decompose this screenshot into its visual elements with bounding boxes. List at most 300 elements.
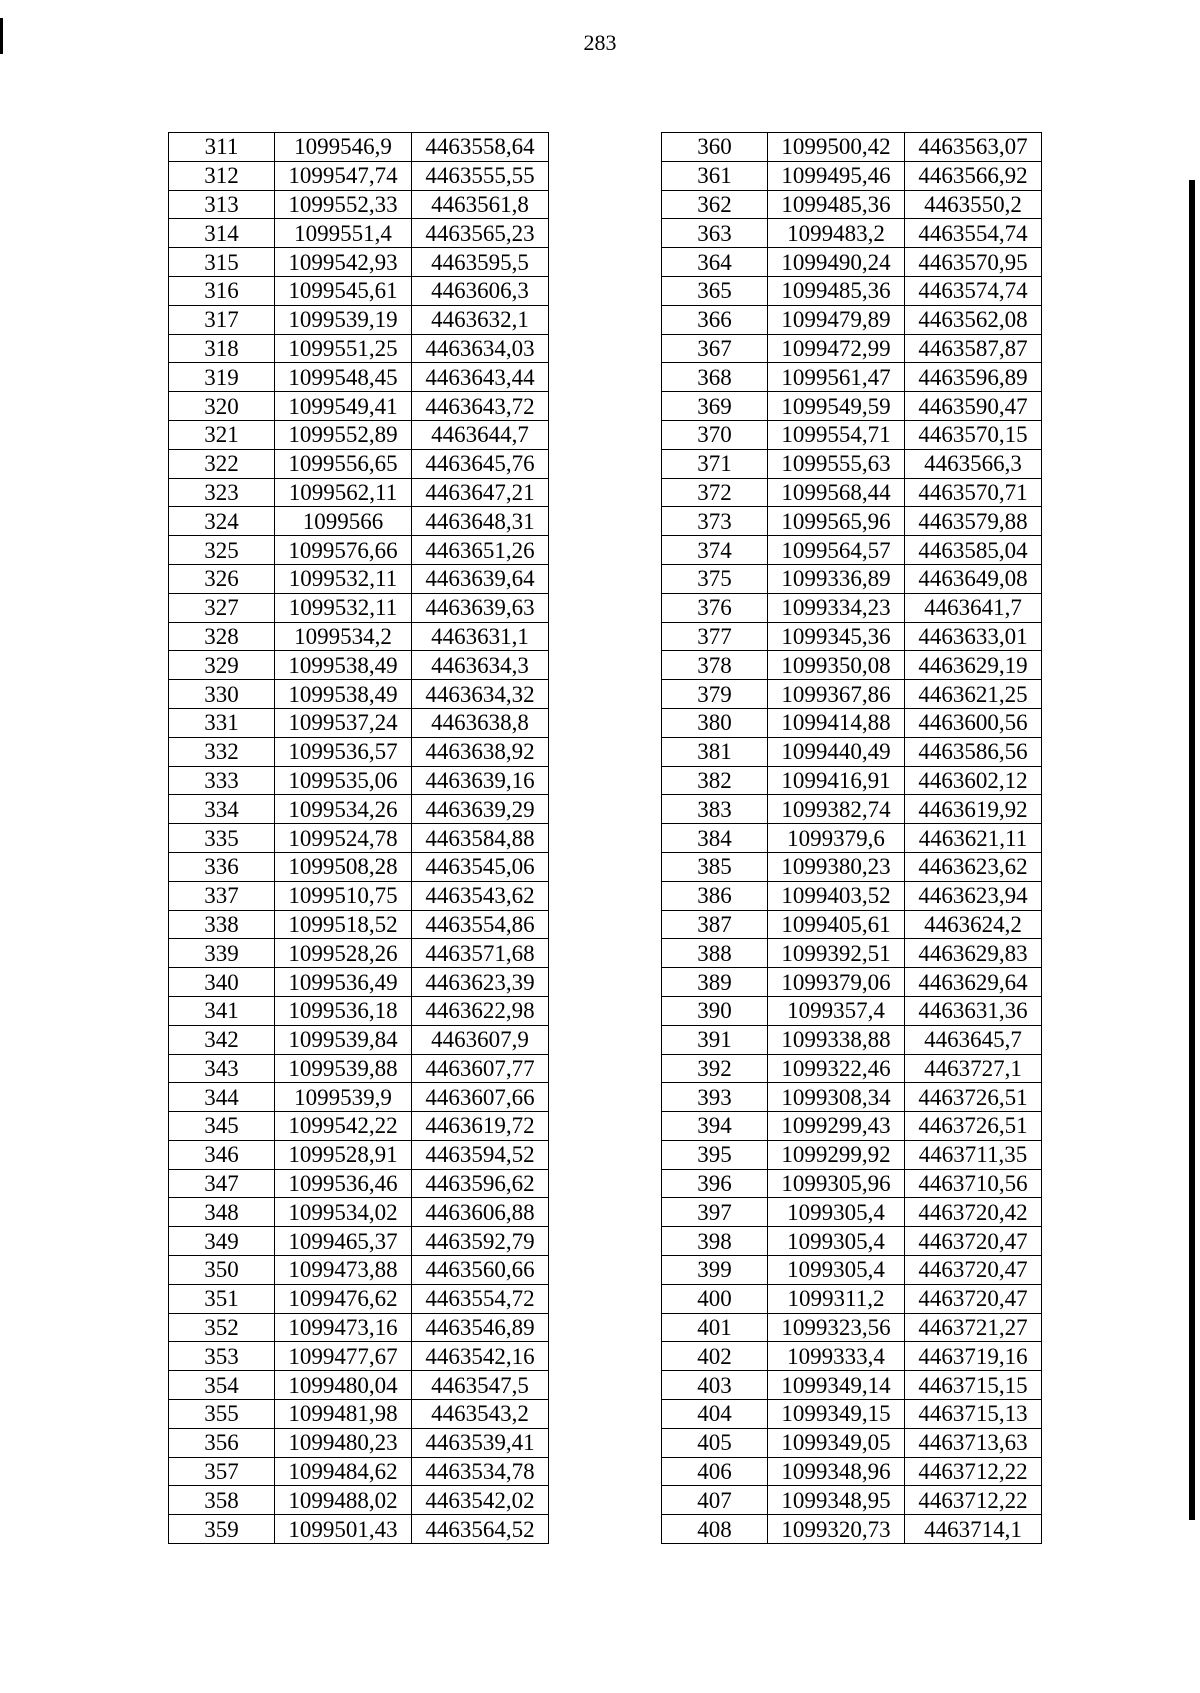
y-coordinate-cell: 4463534,78 [412,1457,549,1486]
x-coordinate-cell: 1099535,06 [275,766,412,795]
point-number-cell: 317 [169,305,275,334]
y-coordinate-cell: 4463711,35 [905,1140,1042,1169]
y-coordinate-cell: 4463633,01 [905,622,1042,651]
table-row [662,1025,1042,1054]
point-number-cell: 366 [662,305,768,334]
y-coordinate-cell: 4463639,64 [412,564,549,593]
x-coordinate-cell: 1099473,16 [275,1313,412,1342]
point-number-cell: 355 [169,1400,275,1429]
table-row [662,1428,1042,1457]
y-coordinate-cell: 4463539,41 [412,1428,549,1457]
y-coordinate-cell: 4463721,27 [905,1313,1042,1342]
x-coordinate-cell: 1099480,23 [275,1428,412,1457]
table-row [169,708,549,737]
table-row [662,392,1042,421]
y-coordinate-cell: 4463571,68 [412,939,549,968]
table-row [662,939,1042,968]
point-number-cell: 320 [169,392,275,421]
x-coordinate-cell: 1099392,51 [768,939,905,968]
y-coordinate-cell: 4463638,8 [412,708,549,737]
point-number-cell: 381 [662,737,768,766]
point-number-cell: 328 [169,622,275,651]
x-coordinate-cell: 1099338,88 [768,1025,905,1054]
point-number-cell: 356 [169,1428,275,1457]
table-row [662,219,1042,248]
table-row [662,334,1042,363]
point-number-cell: 364 [662,248,768,277]
point-number-cell: 314 [169,219,275,248]
coordinates-table-left [168,132,549,1544]
table-row [169,276,549,305]
x-coordinate-cell: 1099565,96 [768,507,905,536]
point-number-cell: 405 [662,1428,768,1457]
page-number: 283 [583,30,617,55]
table-row [169,190,549,219]
y-coordinate-cell: 4463570,95 [905,248,1042,277]
x-coordinate-cell: 1099299,43 [768,1112,905,1141]
point-number-cell: 375 [662,564,768,593]
x-coordinate-cell: 1099500,42 [768,133,905,162]
y-coordinate-cell: 4463629,64 [905,968,1042,997]
x-coordinate-cell: 1099548,45 [275,363,412,392]
table-row [662,881,1042,910]
y-coordinate-cell: 4463647,21 [412,478,549,507]
y-coordinate-cell: 4463543,62 [412,881,549,910]
point-number-cell: 354 [169,1371,275,1400]
table-row [169,536,549,565]
y-coordinate-cell: 4463634,03 [412,334,549,363]
point-number-cell: 346 [169,1140,275,1169]
table-row [662,1140,1042,1169]
point-number-cell: 383 [662,795,768,824]
table-row [169,449,549,478]
y-coordinate-cell: 4463641,7 [905,593,1042,622]
point-number-cell: 365 [662,276,768,305]
point-number-cell: 350 [169,1256,275,1285]
point-number-cell: 388 [662,939,768,968]
table-row [169,363,549,392]
y-coordinate-cell: 4463643,44 [412,363,549,392]
y-coordinate-cell: 4463600,56 [905,708,1042,737]
table-row [662,564,1042,593]
y-coordinate-cell: 4463632,1 [412,305,549,334]
point-number-cell: 380 [662,708,768,737]
y-coordinate-cell: 4463643,72 [412,392,549,421]
y-coordinate-cell: 4463607,66 [412,1083,549,1112]
y-coordinate-cell: 4463564,52 [412,1515,549,1544]
point-number-cell: 362 [662,190,768,219]
x-coordinate-cell: 1099562,11 [275,478,412,507]
y-coordinate-cell: 4463550,2 [905,190,1042,219]
point-number-cell: 395 [662,1140,768,1169]
y-coordinate-cell: 4463623,39 [412,968,549,997]
point-number-cell: 382 [662,766,768,795]
x-coordinate-cell: 1099566 [275,507,412,536]
point-number-cell: 379 [662,680,768,709]
table-row [169,737,549,766]
x-coordinate-cell: 1099481,98 [275,1400,412,1429]
table-row [662,1083,1042,1112]
point-number-cell: 315 [169,248,275,277]
x-coordinate-cell: 1099305,4 [768,1198,905,1227]
y-coordinate-cell: 4463561,8 [412,190,549,219]
y-coordinate-cell: 4463634,32 [412,680,549,709]
x-coordinate-cell: 1099539,88 [275,1054,412,1083]
x-coordinate-cell: 1099305,96 [768,1169,905,1198]
point-number-cell: 334 [169,795,275,824]
y-coordinate-cell: 4463727,1 [905,1054,1042,1083]
point-number-cell: 322 [169,449,275,478]
table-row [169,1313,549,1342]
table-row [662,1284,1042,1313]
table-row [662,276,1042,305]
table-row [662,1256,1042,1285]
point-number-cell: 398 [662,1227,768,1256]
x-coordinate-cell: 1099485,36 [768,190,905,219]
y-coordinate-cell: 4463712,22 [905,1457,1042,1486]
point-number-cell: 377 [662,622,768,651]
x-coordinate-cell: 1099350,08 [768,651,905,680]
point-number-cell: 338 [169,910,275,939]
table-row [169,824,549,853]
y-coordinate-cell: 4463590,47 [905,392,1042,421]
x-coordinate-cell: 1099403,52 [768,881,905,910]
point-number-cell: 349 [169,1227,275,1256]
x-coordinate-cell: 1099532,11 [275,593,412,622]
y-coordinate-cell: 4463715,13 [905,1400,1042,1429]
y-coordinate-cell: 4463570,15 [905,420,1042,449]
y-coordinate-cell: 4463563,07 [905,133,1042,162]
table-row [169,392,549,421]
point-number-cell: 313 [169,190,275,219]
table-row [662,1400,1042,1429]
x-coordinate-cell: 1099542,93 [275,248,412,277]
x-coordinate-cell: 1099518,52 [275,910,412,939]
x-coordinate-cell: 1099539,84 [275,1025,412,1054]
point-number-cell: 336 [169,852,275,881]
x-coordinate-cell: 1099537,24 [275,708,412,737]
point-number-cell: 357 [169,1457,275,1486]
table-row [169,1371,549,1400]
x-coordinate-cell: 1099510,75 [275,881,412,910]
point-number-cell: 371 [662,449,768,478]
y-coordinate-cell: 4463565,23 [412,219,549,248]
y-coordinate-cell: 4463585,04 [905,536,1042,565]
point-number-cell: 351 [169,1284,275,1313]
point-number-cell: 330 [169,680,275,709]
table-row [169,939,549,968]
point-number-cell: 329 [169,651,275,680]
point-number-cell: 396 [662,1169,768,1198]
table-row [662,1486,1042,1515]
point-number-cell: 352 [169,1313,275,1342]
y-coordinate-cell: 4463542,16 [412,1342,549,1371]
y-coordinate-cell: 4463595,5 [412,248,549,277]
x-coordinate-cell: 1099345,36 [768,622,905,651]
x-coordinate-cell: 1099382,74 [768,795,905,824]
point-number-cell: 341 [169,996,275,1025]
x-coordinate-cell: 1099508,28 [275,852,412,881]
x-coordinate-cell: 1099472,99 [768,334,905,363]
table-row [169,1198,549,1227]
x-coordinate-cell: 1099465,37 [275,1227,412,1256]
x-coordinate-cell: 1099380,23 [768,852,905,881]
y-coordinate-cell: 4463562,08 [905,305,1042,334]
table-row [169,651,549,680]
x-coordinate-cell: 1099305,4 [768,1256,905,1285]
y-coordinate-cell: 4463574,74 [905,276,1042,305]
x-coordinate-cell: 1099547,74 [275,161,412,190]
point-number-cell: 312 [169,161,275,190]
x-coordinate-cell: 1099534,02 [275,1198,412,1227]
y-coordinate-cell: 4463584,88 [412,824,549,853]
point-number-cell: 342 [169,1025,275,1054]
table-row [169,248,549,277]
point-number-cell: 408 [662,1515,768,1544]
table-row [169,1054,549,1083]
x-coordinate-cell: 1099367,86 [768,680,905,709]
point-number-cell: 327 [169,593,275,622]
x-coordinate-cell: 1099556,65 [275,449,412,478]
point-number-cell: 333 [169,766,275,795]
x-coordinate-cell: 1099551,4 [275,219,412,248]
y-coordinate-cell: 4463634,3 [412,651,549,680]
table-row [169,1025,549,1054]
x-coordinate-cell: 1099379,6 [768,824,905,853]
y-coordinate-cell: 4463621,11 [905,824,1042,853]
table-row [662,708,1042,737]
table-row [662,190,1042,219]
table-row [662,1371,1042,1400]
y-coordinate-cell: 4463639,29 [412,795,549,824]
point-number-cell: 393 [662,1083,768,1112]
point-number-cell: 402 [662,1342,768,1371]
y-coordinate-cell: 4463619,92 [905,795,1042,824]
point-number-cell: 367 [662,334,768,363]
table-row [662,795,1042,824]
x-coordinate-cell: 1099349,05 [768,1428,905,1457]
table-row [169,1256,549,1285]
table-row [662,852,1042,881]
x-coordinate-cell: 1099483,2 [768,219,905,248]
y-coordinate-cell: 4463623,62 [905,852,1042,881]
table-row [169,334,549,363]
y-coordinate-cell: 4463648,31 [412,507,549,536]
point-number-cell: 337 [169,881,275,910]
x-coordinate-cell: 1099495,46 [768,161,905,190]
y-coordinate-cell: 4463546,89 [412,1313,549,1342]
table-row [662,1515,1042,1544]
point-number-cell: 344 [169,1083,275,1112]
table-row [169,1112,549,1141]
y-coordinate-cell: 4463651,26 [412,536,549,565]
point-number-cell: 323 [169,478,275,507]
table-row [662,305,1042,334]
table-row [169,507,549,536]
point-number-cell: 340 [169,968,275,997]
x-coordinate-cell: 1099336,89 [768,564,905,593]
x-coordinate-cell: 1099552,89 [275,420,412,449]
table-row [169,133,549,162]
x-coordinate-cell: 1099320,73 [768,1515,905,1544]
x-coordinate-cell: 1099528,91 [275,1140,412,1169]
point-number-cell: 404 [662,1400,768,1429]
y-coordinate-cell: 4463566,3 [905,449,1042,478]
x-coordinate-cell: 1099568,44 [768,478,905,507]
point-number-cell: 390 [662,996,768,1025]
point-number-cell: 319 [169,363,275,392]
x-coordinate-cell: 1099536,46 [275,1169,412,1198]
y-coordinate-cell: 4463714,1 [905,1515,1042,1544]
point-number-cell: 384 [662,824,768,853]
x-coordinate-cell: 1099322,46 [768,1054,905,1083]
table-row [662,968,1042,997]
table-row [169,766,549,795]
x-coordinate-cell: 1099536,57 [275,737,412,766]
point-number-cell: 361 [662,161,768,190]
y-coordinate-cell: 4463726,51 [905,1083,1042,1112]
table-row [662,161,1042,190]
y-coordinate-cell: 4463645,7 [905,1025,1042,1054]
y-coordinate-cell: 4463542,02 [412,1486,549,1515]
y-coordinate-cell: 4463606,3 [412,276,549,305]
table-row [169,1400,549,1429]
y-coordinate-cell: 4463560,66 [412,1256,549,1285]
point-number-cell: 374 [662,536,768,565]
x-coordinate-cell: 1099534,2 [275,622,412,651]
point-number-cell: 363 [662,219,768,248]
x-coordinate-cell: 1099576,66 [275,536,412,565]
table-row [169,305,549,334]
point-number-cell: 321 [169,420,275,449]
table-row [169,622,549,651]
x-coordinate-cell: 1099480,04 [275,1371,412,1400]
point-number-cell: 325 [169,536,275,565]
point-number-cell: 378 [662,651,768,680]
y-coordinate-cell: 4463602,12 [905,766,1042,795]
x-coordinate-cell: 1099542,22 [275,1112,412,1141]
y-coordinate-cell: 4463639,63 [412,593,549,622]
table-row [662,910,1042,939]
y-coordinate-cell: 4463631,1 [412,622,549,651]
point-number-cell: 332 [169,737,275,766]
point-number-cell: 394 [662,1112,768,1141]
table-row [169,1486,549,1515]
x-coordinate-cell: 1099554,71 [768,420,905,449]
table-row [169,968,549,997]
point-number-cell: 373 [662,507,768,536]
point-number-cell: 397 [662,1198,768,1227]
y-coordinate-cell: 4463554,72 [412,1284,549,1313]
y-coordinate-cell: 4463631,36 [905,996,1042,1025]
x-coordinate-cell: 1099440,49 [768,737,905,766]
table-row [662,680,1042,709]
table-row [662,737,1042,766]
y-coordinate-cell: 4463624,2 [905,910,1042,939]
table-row [662,1342,1042,1371]
x-coordinate-cell: 1099552,33 [275,190,412,219]
y-coordinate-cell: 4463712,22 [905,1486,1042,1515]
table-row [169,1457,549,1486]
x-coordinate-cell: 1099473,88 [275,1256,412,1285]
table-row [169,219,549,248]
y-coordinate-cell: 4463622,98 [412,996,549,1025]
y-coordinate-cell: 4463566,92 [905,161,1042,190]
point-number-cell: 406 [662,1457,768,1486]
table-row [169,795,549,824]
x-coordinate-cell: 1099555,63 [768,449,905,478]
y-coordinate-cell: 4463639,16 [412,766,549,795]
x-coordinate-cell: 1099476,62 [275,1284,412,1313]
x-coordinate-cell: 1099348,96 [768,1457,905,1486]
y-coordinate-cell: 4463570,71 [905,478,1042,507]
table-row [662,363,1042,392]
coordinates-table-right [661,132,1042,1544]
y-coordinate-cell: 4463543,2 [412,1400,549,1429]
table-row [169,1140,549,1169]
table-row [662,133,1042,162]
point-number-cell: 335 [169,824,275,853]
x-coordinate-cell: 1099416,91 [768,766,905,795]
y-coordinate-cell: 4463606,88 [412,1198,549,1227]
y-coordinate-cell: 4463623,94 [905,881,1042,910]
point-number-cell: 343 [169,1054,275,1083]
y-coordinate-cell: 4463719,16 [905,1342,1042,1371]
table-row [662,1313,1042,1342]
x-coordinate-cell: 1099333,4 [768,1342,905,1371]
table-row [169,680,549,709]
table-row [169,881,549,910]
table-row [169,564,549,593]
table-row [662,536,1042,565]
y-coordinate-cell: 4463547,5 [412,1371,549,1400]
point-number-cell: 324 [169,507,275,536]
y-coordinate-cell: 4463579,88 [905,507,1042,536]
point-number-cell: 360 [662,133,768,162]
x-coordinate-cell: 1099348,95 [768,1486,905,1515]
point-number-cell: 389 [662,968,768,997]
y-coordinate-cell: 4463720,47 [905,1284,1042,1313]
table-row [169,1515,549,1544]
x-coordinate-cell: 1099564,57 [768,536,905,565]
x-coordinate-cell: 1099501,43 [275,1515,412,1544]
y-coordinate-cell: 4463638,92 [412,737,549,766]
point-number-cell: 347 [169,1169,275,1198]
point-number-cell: 345 [169,1112,275,1141]
point-number-cell: 311 [169,133,275,162]
y-coordinate-cell: 4463592,79 [412,1227,549,1256]
x-coordinate-cell: 1099311,2 [768,1284,905,1313]
table-row [662,1112,1042,1141]
table-row [662,593,1042,622]
x-coordinate-cell: 1099532,11 [275,564,412,593]
table-row [662,420,1042,449]
y-coordinate-cell: 4463621,25 [905,680,1042,709]
table-row [169,1428,549,1457]
x-coordinate-cell: 1099528,26 [275,939,412,968]
point-number-cell: 391 [662,1025,768,1054]
y-coordinate-cell: 4463649,08 [905,564,1042,593]
scan-margin-bar [1189,180,1195,1520]
x-coordinate-cell: 1099414,88 [768,708,905,737]
y-coordinate-cell: 4463596,89 [905,363,1042,392]
table-row [169,852,549,881]
table-row [662,766,1042,795]
table-row [169,1227,549,1256]
point-number-cell: 358 [169,1486,275,1515]
point-number-cell: 368 [662,363,768,392]
x-coordinate-cell: 1099549,41 [275,392,412,421]
